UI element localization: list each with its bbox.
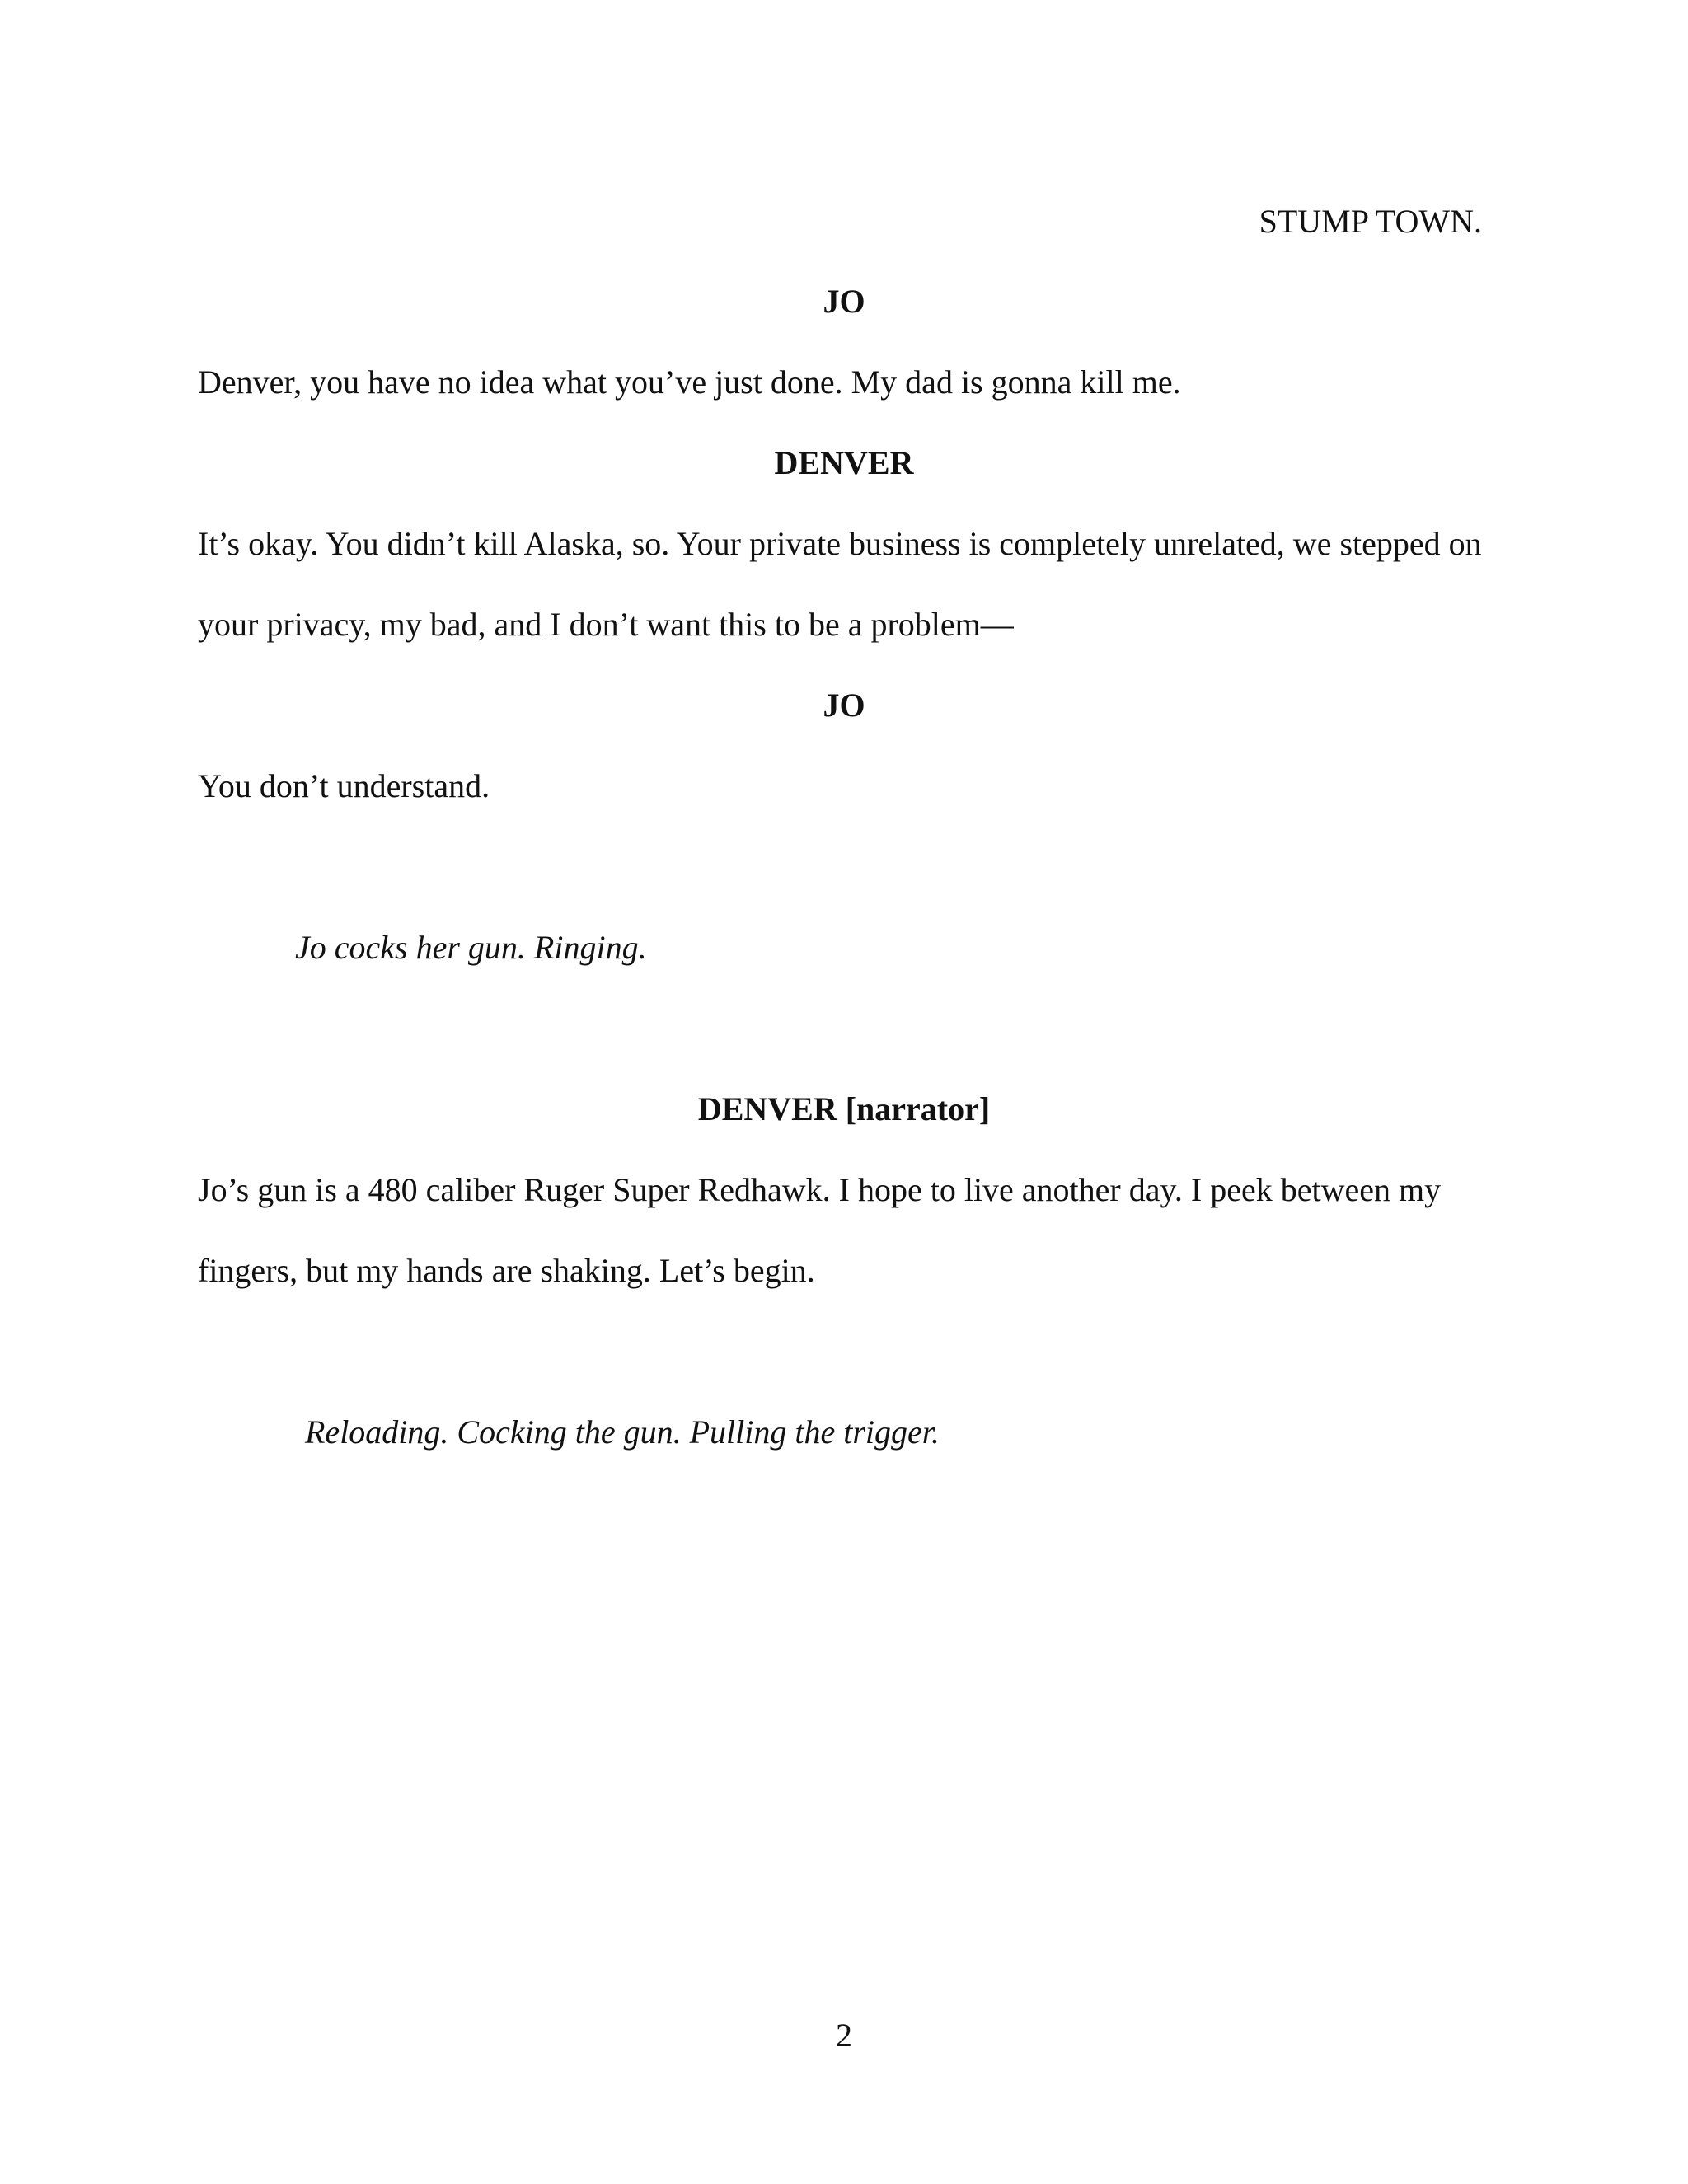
dialogue-denver-line-1: It’s okay. You didn’t kill Alaska, so. Your private business is completely unrelated, we stepped on [198, 525, 1482, 562]
scene-heading: STUMP TOWN. [1259, 203, 1482, 240]
page-number: 2 [836, 2017, 852, 2054]
dialogue-denver-narrator-line-2: fingers, but my hands are shaking. Let’s begin. [198, 1252, 815, 1289]
dialogue-jo-2-line-1: You don’t understand. [198, 767, 490, 804]
action-gun-cock: Jo cocks her gun. Ringing. [295, 929, 647, 966]
character-name-denver-narrator: DENVER [narrator] [697, 1090, 991, 1127]
character-name-jo-2: JO [823, 687, 865, 724]
dialogue-denver-narrator-line-1: Jo’s gun is a 480 caliber Ruger Super Redhawk. I hope to live another day. I peek between my [198, 1171, 1442, 1208]
character-name-denver: DENVER [774, 444, 914, 481]
dialogue-jo-1-line-1: Denver, you have no idea what you’ve just done. My dad is gonna kill me. [198, 363, 1181, 401]
character-name-jo-1: JO [823, 283, 865, 320]
action-reload: Reloading. Cocking the gun. Pulling the trigger. [305, 1413, 940, 1451]
dialogue-denver-line-2: your privacy, my bad, and I don’t want this to be a problem— [198, 606, 1014, 643]
